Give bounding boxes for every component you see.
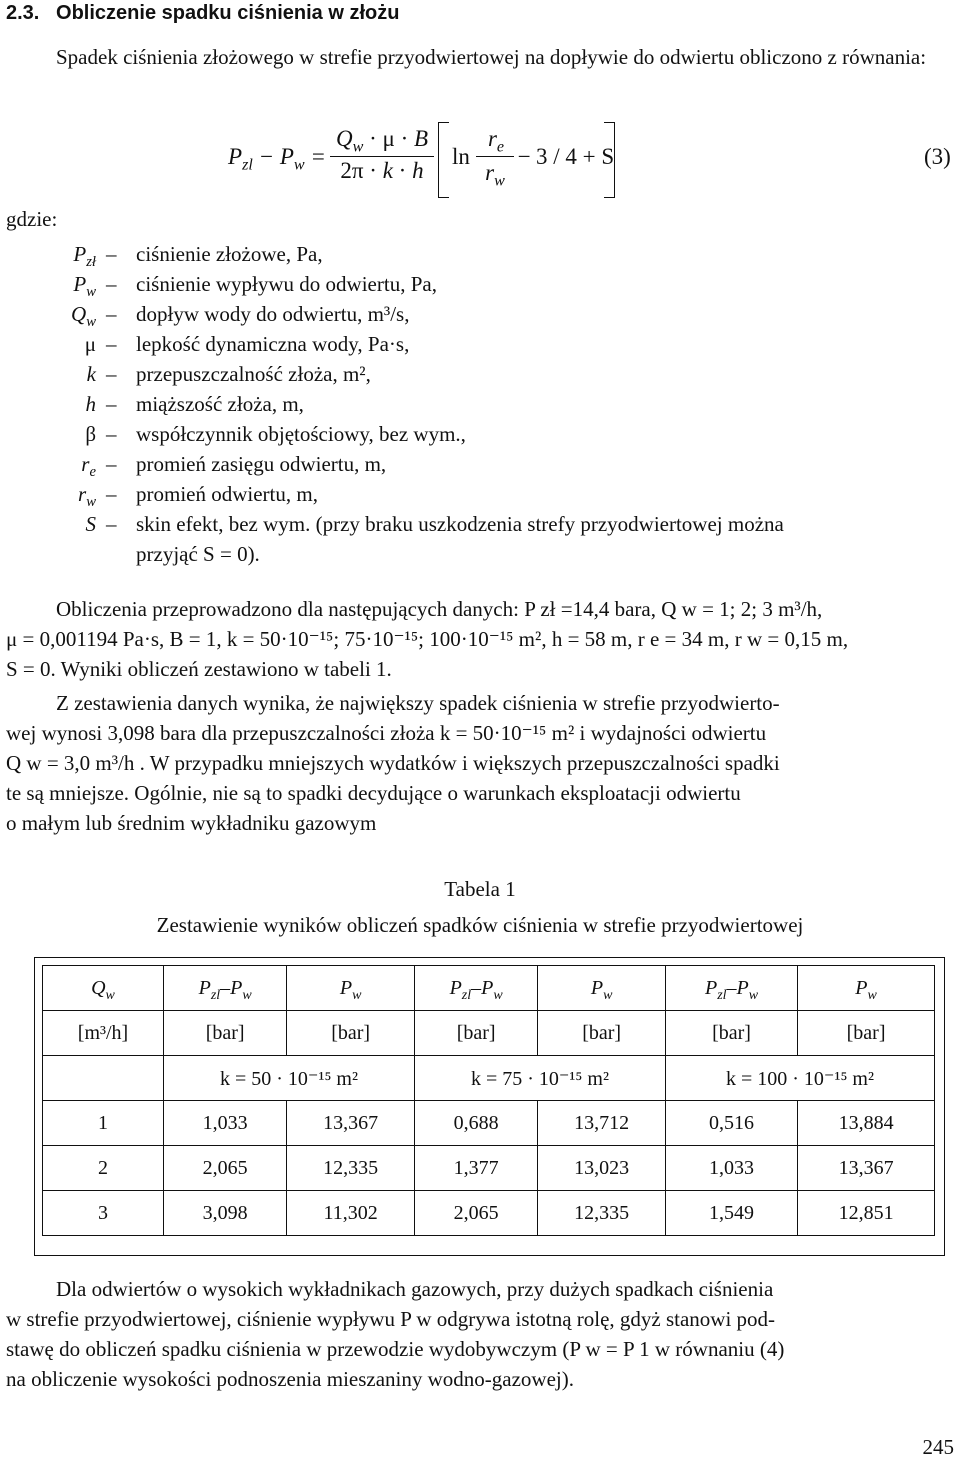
table-cell: 13,367 bbox=[798, 1146, 935, 1191]
table-row bbox=[43, 1146, 935, 1191]
definition-text: ciśnienie złożowe, Pa, bbox=[136, 242, 323, 266]
unit-cell: [bar] bbox=[414, 1011, 537, 1056]
definition-dash: – bbox=[106, 362, 117, 386]
table-cell: 12,851 bbox=[798, 1191, 935, 1236]
unit-cell: [bar] bbox=[538, 1011, 666, 1056]
definition-item bbox=[0, 482, 960, 512]
definition-item bbox=[0, 302, 960, 332]
k-group-cell: k = 100 · 10⁻¹⁵ m² bbox=[665, 1056, 934, 1101]
table-cell: 1,033 bbox=[164, 1101, 287, 1146]
eq-tail: 3 / 4 + S bbox=[536, 144, 615, 169]
definition-symbol: S bbox=[85, 512, 96, 536]
eq-fraction-bar bbox=[330, 156, 434, 157]
definition-text: dopływ wody do odwiertu, m³/s, bbox=[136, 302, 410, 326]
definition-symbol: $P_{zł}$ bbox=[73, 242, 96, 271]
table-cell: 3 bbox=[43, 1191, 164, 1236]
section-number: 2.3. bbox=[6, 2, 40, 24]
definitions-list bbox=[0, 236, 960, 576]
final-line: na obliczenie wysokości podnoszenia mieszaniny wodno-gazowej). bbox=[6, 1367, 574, 1391]
results-line: wej wynosi 3,098 bara dla przepuszczalności złoża k = 50·10⁻¹⁵ m² i wydajności odwiertu bbox=[6, 721, 767, 745]
definition-text: promień zasięgu odwiertu, m, bbox=[136, 452, 387, 476]
eq-lhs: $P_{zl} - P_w$ = bbox=[228, 144, 326, 174]
table-k-row bbox=[43, 1056, 935, 1101]
definition-item bbox=[0, 272, 960, 302]
definition-item bbox=[0, 242, 960, 272]
table-cell: 0,688 bbox=[414, 1101, 537, 1146]
definition-dash: – bbox=[106, 332, 117, 356]
definition-dash: – bbox=[106, 302, 117, 326]
data-paragraph bbox=[6, 594, 956, 684]
definition-dash: – bbox=[106, 272, 117, 296]
unit-cell: [bar] bbox=[164, 1011, 287, 1056]
definition-text: współczynnik objętościowy, bez wym., bbox=[136, 422, 466, 446]
section-heading bbox=[6, 2, 399, 25]
eq-re: $r_e$ bbox=[487, 126, 505, 156]
definition-dash: – bbox=[106, 512, 117, 536]
eq-inner-bar bbox=[476, 156, 514, 157]
definition-dash: – bbox=[106, 482, 117, 506]
definition-text: miąższość złoża, m, bbox=[136, 392, 304, 416]
header-pzl-pw: $P_{zl}-P_w$ bbox=[164, 966, 287, 1011]
eq-right-bracket bbox=[604, 122, 615, 198]
table-row bbox=[43, 1101, 935, 1146]
table-caption: Zestawienie wyników obliczeń spadków ciśnienia w strefie przyodwiertowej bbox=[156, 913, 804, 937]
definition-dash: – bbox=[106, 242, 117, 266]
definition-item bbox=[0, 452, 960, 482]
table-cell: 13,023 bbox=[538, 1146, 666, 1191]
results-line: Q w = 3,0 m³/h . W przypadku mniejszych wydatków i większych przepuszczalności spadki bbox=[6, 751, 780, 775]
final-paragraph bbox=[6, 1274, 956, 1394]
table-cell: 13,712 bbox=[538, 1101, 666, 1146]
empty-cell bbox=[43, 1056, 164, 1101]
k-group-cell: k = 50 · 10⁻¹⁵ m² bbox=[164, 1056, 415, 1101]
equation-number: (3) bbox=[924, 144, 951, 169]
final-line: Dla odwiertów o wysokich wykładnikach gazowych, przy dużych spadkach ciśnienia bbox=[56, 1277, 774, 1301]
definition-dash: – bbox=[106, 422, 117, 446]
eq-minus: − bbox=[512, 144, 537, 169]
results-paragraph bbox=[6, 688, 956, 838]
header-pzl-pw: $P_{zl}-P_w$ bbox=[665, 966, 797, 1011]
definition-text: skin efekt, bez wym. (przy braku uszkodzenia strefy przyodwiertowej można bbox=[136, 512, 784, 536]
table-units-row bbox=[43, 1011, 935, 1056]
definition-item bbox=[0, 512, 960, 542]
definition-symbol: β bbox=[85, 422, 96, 446]
table-label: Tabela 1 bbox=[444, 877, 516, 901]
k-group-cell: k = 75 · 10⁻¹⁵ m² bbox=[414, 1056, 665, 1101]
header-pw: $P_w$ bbox=[798, 966, 935, 1011]
table-cell: 2 bbox=[43, 1146, 164, 1191]
results-line: Z zestawienia danych wynika, że największy spadek ciśnienia w strefie przyodwierto- bbox=[56, 691, 780, 715]
definition-continuation bbox=[0, 542, 960, 572]
table-cell: 1,033 bbox=[665, 1146, 797, 1191]
results-table-frame bbox=[34, 957, 945, 1256]
definition-text: przyjąć S = 0). bbox=[136, 542, 260, 566]
eq-left-bracket bbox=[438, 122, 449, 198]
data-line: μ = 0,001194 Pa·s, B = 1, k = 50·10⁻¹⁵; 75·10⁻¹⁵; 100·10⁻¹⁵ m², h = 58 m, r e = 34 m, r w = 0,15 m, bbox=[6, 627, 849, 651]
definition-item bbox=[0, 392, 960, 422]
definition-symbol: $r_w$ bbox=[78, 482, 96, 511]
definition-symbol: $r_e$ bbox=[81, 452, 96, 481]
eq-rw: $r_w$ bbox=[485, 160, 505, 190]
table-cell: 1,377 bbox=[414, 1146, 537, 1191]
unit-cell: [bar] bbox=[287, 1011, 415, 1056]
table-cell: 2,065 bbox=[414, 1191, 537, 1236]
header-qw: $Q_w$ bbox=[43, 966, 164, 1011]
definition-text: lepkość dynamiczna wody, Pa·s, bbox=[136, 332, 410, 356]
data-line: S = 0. Wyniki obliczeń zestawiono w tabeli 1. bbox=[6, 657, 392, 681]
equation-3 bbox=[0, 122, 960, 202]
data-line: Obliczenia przeprowadzono dla następujących danych: P zł =14,4 bara, Q w = 1; 2; 3 m³/h, bbox=[56, 597, 823, 621]
definition-symbol: $Q_w$ bbox=[71, 302, 96, 331]
table-row bbox=[43, 1191, 935, 1236]
eq-numerator: $Q_w \cdot \mu \cdot B$ bbox=[335, 126, 429, 156]
table-cell: 1 bbox=[43, 1101, 164, 1146]
table-cell: 11,302 bbox=[287, 1191, 415, 1236]
page-number: 245 bbox=[922, 1435, 954, 1459]
table-cell: 13,884 bbox=[798, 1101, 935, 1146]
results-table bbox=[42, 965, 935, 1236]
intro-paragraph: Spadek ciśnienia złożowego w strefie przyodwiertowej na dopływie do odwiertu obliczono z równania: bbox=[56, 45, 927, 69]
section-title: Obliczenie spadku ciśnienia w złożu bbox=[56, 2, 400, 24]
final-line: w strefie przyodwiertowej, ciśnienie wypływu P w odgrywa istotną rolę, gdyż stanowi pod- bbox=[6, 1307, 776, 1331]
header-pzl-pw: $P_{zl}-P_w$ bbox=[414, 966, 537, 1011]
definition-text: promień odwiertu, m, bbox=[136, 482, 318, 506]
final-line: stawę do obliczeń spadku ciśnienia w przewodzie wydobywczym (P w = P 1 w równaniu (4) bbox=[6, 1337, 785, 1361]
definition-text: ciśnienie wypływu do odwiertu, Pa, bbox=[136, 272, 437, 296]
definition-item bbox=[0, 332, 960, 362]
definition-dash: – bbox=[106, 452, 117, 476]
table-cell: 1,549 bbox=[665, 1191, 797, 1236]
definition-symbol: $P_w$ bbox=[73, 272, 96, 301]
where-label: gdzie: bbox=[6, 207, 58, 231]
results-line: o małym lub średnim wykładniku gazowym bbox=[6, 811, 377, 835]
definition-symbol: h bbox=[85, 392, 96, 416]
table-header-row bbox=[43, 966, 935, 1011]
definition-item bbox=[0, 422, 960, 452]
unit-cell: [m³/h] bbox=[43, 1011, 164, 1056]
definition-symbol: k bbox=[86, 362, 96, 386]
eq-denominator: 2π · k · h bbox=[340, 158, 424, 183]
table-cell: 2,065 bbox=[164, 1146, 287, 1191]
header-pw: $P_w$ bbox=[538, 966, 666, 1011]
table-cell: 12,335 bbox=[287, 1146, 415, 1191]
definition-dash: – bbox=[106, 392, 117, 416]
definition-symbol: μ bbox=[84, 332, 96, 356]
table-cell: 13,367 bbox=[287, 1101, 415, 1146]
table-cell: 12,335 bbox=[538, 1191, 666, 1236]
unit-cell: [bar] bbox=[798, 1011, 935, 1056]
header-pw: $P_w$ bbox=[287, 966, 415, 1011]
results-line: te są mniejsze. Ogólnie, nie są to spadki decydujące o warunkach eksploatacji odwiertu bbox=[6, 781, 741, 805]
table-cell: 0,516 bbox=[665, 1101, 797, 1146]
eq-ln: ln bbox=[452, 144, 470, 169]
table-cell: 3,098 bbox=[164, 1191, 287, 1236]
definition-item bbox=[0, 362, 960, 392]
unit-cell: [bar] bbox=[665, 1011, 797, 1056]
definition-text: przepuszczalność złoża, m², bbox=[136, 362, 371, 386]
